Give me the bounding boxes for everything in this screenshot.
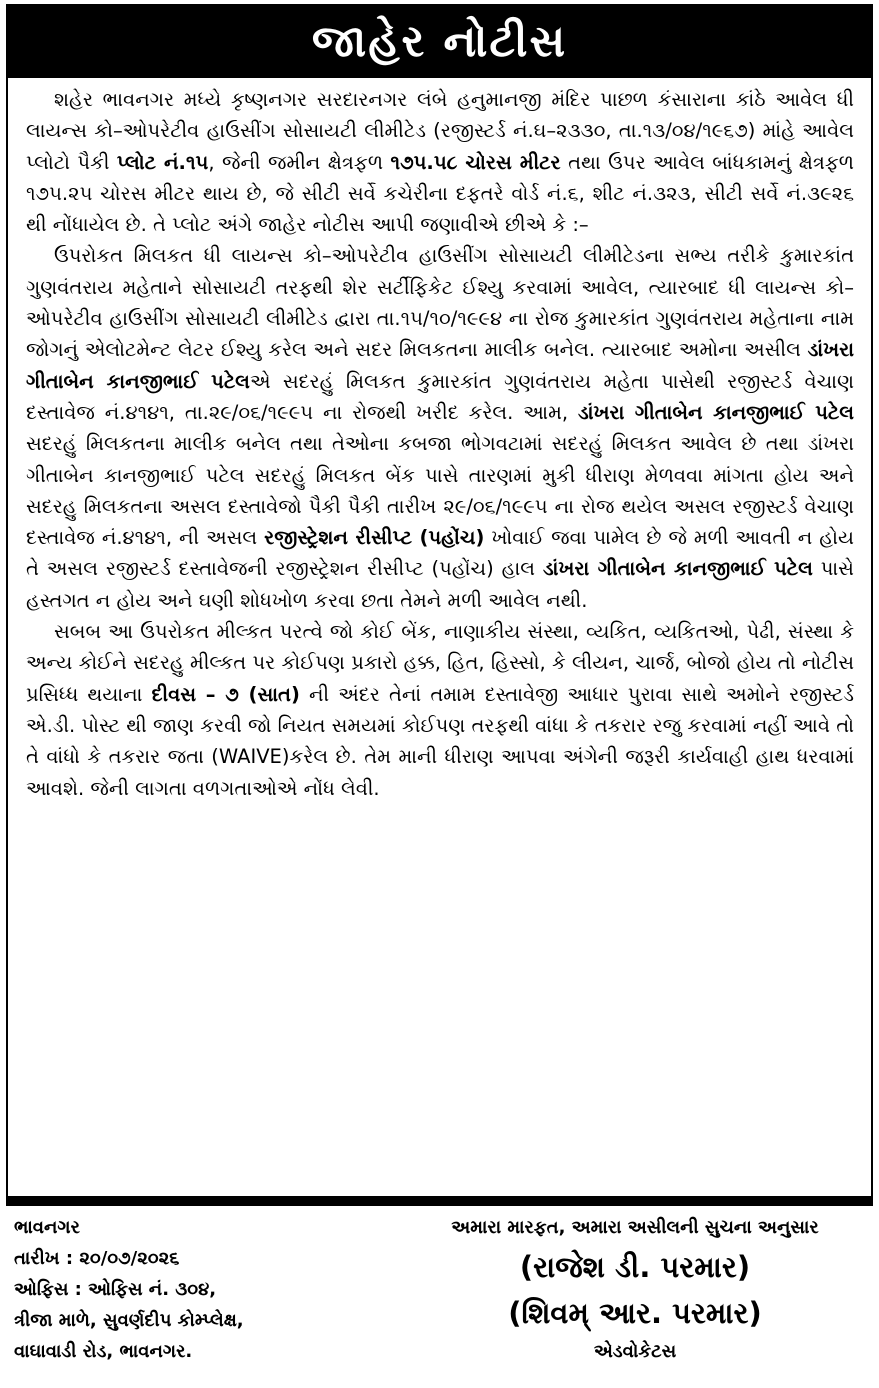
notice-title: જાહેર નોટીસ <box>311 15 568 67</box>
notice-body <box>26 84 854 804</box>
advocate-name-2: (શિવમ્ આર. પરમાર) <box>508 1296 762 1330</box>
footer-office-block <box>14 1212 394 1367</box>
advocate-name-1: (રાજેશ ડી. પરમાર) <box>519 1250 751 1284</box>
footer-signature-block <box>400 1212 870 1368</box>
paragraph-objection-call: સબબ આ ઉપરોકત મીલ્કત પરત્વે જો કોઈ બેંક, નાણાકીય સંસ્થા, વ્યકિત, વ્યકિતઓ, પેઢી, સંસ્થા કે અન્ય કોઈને સદરહુ મીલ્કત પર કોઈપણ પ્રકારો હક્ક, હિત, હિસ્સો, કે લીયન, ચાર્જ, બોજો હોય તો નોટીસ પ્રસિધ્ધ થયાના દીવસ – ૭ (સાત) ની અંદર તેનાં તમામ દસ્તાવેજી આધાર પુરાવા સાથે અમોને રજીસ્ટર્ડ એ.ડી. પોસ્ટ થી જાણ કરવી જો નિયત સમયમાં કોઈપણ તરફથી વાંધા કે તકરાર રજુ કરવામાં નહીં આવે તો તે વાંધો કે તકરાર જતા (WAIVE)કરેલ છે. તેમ માની ધીરાણ આપવા અંગેની જરૂરી કાર્યવાહી હાથ ધરવામાં આવશે. જેની લાગતા વળગતાઓએ નોંધ લેવી. <box>26 620 854 800</box>
advocates-label: એડવોકેટસ <box>593 1341 677 1362</box>
footer-via-text: અમારા મારફત, અમારા અસીલની સુચના અનુસાર <box>451 1217 819 1238</box>
footer-office-line-1: ઓફિસ : ઓફિસ નં. ૩૦૪, <box>14 1279 217 1300</box>
paragraph-property-details: શહેર ભાવનગર મધ્યે કૃષ્ણનગર સરદારનગર લંબે હનુમાનજી મંદિર પાછળ કંસારાના કાંઠે આવેલ ધી લાયન્સ કો–ઓપરેટીવ હાઉસીંગ સોસાયટી લીમીટેડ (રજીસ્ટર્ડ નં.ઘ–૨૩૩૦, તા.૧૩/૦૪/૧૯૬૭) માંહે આવેલ પ્લોટો પૈકી પ્લોટ નં.૧૫, જેની જમીન ક્ષેત્રફળ ૧૭૫.૫૮ ચોરસ મીટર તથા ઉપર આવેલ બાંધકામનું ક્ષેત્રફળ ૧૭૫.૨૫ ચોરસ મીટર થાય છે, જે સીટી સર્વે કચેરીના દફતરે વોર્ડ નં.૬, શીટ નં.૩૨૩, સીટી સર્વે નં.૩૯૨૬ થી નોંધાયેલ છે. તે પ્લોટ અંગે જાહેર નોટીસ આપી જણાવીએ છીએ કે :– <box>26 88 854 237</box>
footer-divider <box>6 1196 873 1206</box>
paragraph-ownership-history: ઉપરોકત મિલકત ધી લાયન્સ કો–ઓપરેટીવ હાઉસીંગ સોસાયટી લીમીટેડના સભ્ય તરીકે કુમારકાંત ગુણવંતરાય મહેતાને સોસાયટી તરફથી શેર સર્ટીફિકેટ ઈશ્યુ કરવામાં આવેલ, ત્યારબાદ ધી લાયન્સ કો–ઓપરેટીવ હાઉસીંગ સોસાયટી લીમીટેડ દ્વારા તા.૧૫/૧૦/૧૯૯૪ ના રોજ કુમારકાંત ગુણવંતરાય મહેતાના નામ જોગનું એલોટમેન્ટ લેટર ઈશ્યુ કરેલ અને સદર મિલકતના માલીક બનેલ. ત્યારબાદ અમોના અસીલ ડાંખરા ગીતાબેન કાનજીભાઈ પટેલએ સદરહું મિલકત કુમારકાંત ગુણવંતરાય મહેતા પાસેથી રજીસ્ટર્ડ વેચાણ દસ્તાવેજ નં.૪૧૪૧, તા.૨૯/૦૬/૧૯૯૫ ના રોજથી ખરીદ કરેલ. આમ, ડાંખરા ગીતાબેન કાનજીભાઈ પટેલ સદરહું મિલકતના માલીક બનેલ તથા તેઓના કબજા ભોગવટામાં સદરહું મિલકત આવેલ છે તથા ડાંખરા ગીતાબેન કાનજીભાઈ પટેલ સદરહું મિલકત બેંક પાસે તારણમાં મુકી ધીરાણ મેળવવા માંગતા હોય અને સદરહુ મિલકતના અસલ દસ્તાવેજો પૈકી પૈકી તારીખ ૨૯/૦૬/૧૯૯૫ ના રોજ થયેલ અસલ રજીસ્ટર્ડ વેચાણ દસ્તાવેજ નં.૪૧૪૧, ની અસલ રજીસ્ટ્રેશન રીસીપ્ટ (પહોંચ) ખોવાઈ જવા પામેલ છે જે મળી આવતી ન હોય તે અસલ રજીસ્ટર્ડ દસ્તાવેજની રજીસ્ટ્રેશન રીસીપ્ટ (પહોંચ) હાલ ડાંખરા ગીતાબેન કાનજીભાઈ પટેલ પાસે હસ્તગત ન હોય અને ઘણી શોધખોળ કરવા છતા તેમને મળી આવેલ નથી. <box>26 244 854 612</box>
notice-title-bar <box>6 4 873 78</box>
footer-office-line-2: ત્રીજા માળે, સુવર્ણદીપ કોમ્પ્લેક્ષ, <box>14 1310 244 1331</box>
footer-date: તારીખ : ૨૦/૦૭/૨૦૨૬ <box>14 1248 180 1269</box>
footer-place: ભાવનગર <box>14 1217 80 1238</box>
footer-office-line-3: વાઘાવાડી રોડ, ભાવનગર. <box>14 1341 193 1362</box>
